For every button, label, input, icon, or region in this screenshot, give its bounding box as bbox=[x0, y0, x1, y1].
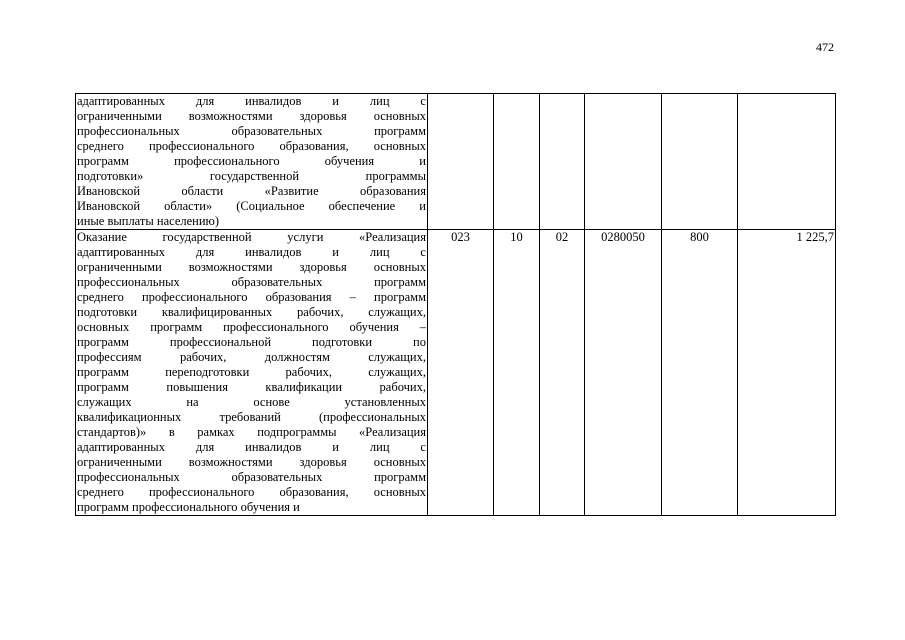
description-line: Ивановской области «Развитие образования bbox=[77, 184, 426, 198]
target-article-cell bbox=[585, 94, 662, 230]
table-row bbox=[76, 230, 836, 516]
description-line: стандартов)» в рамках подпрограммы «Реализация bbox=[77, 425, 426, 439]
section-code-cell: 10 bbox=[494, 230, 540, 516]
description-cell bbox=[76, 94, 428, 230]
description-line: профессиональных образовательных программ bbox=[77, 275, 426, 289]
description-line: адаптированных для инвалидов и лиц с bbox=[77, 245, 426, 259]
description-line: служащих на основе установленных bbox=[77, 395, 426, 409]
amount-cell: 1 225,7 bbox=[738, 230, 836, 516]
description-line: среднего профессионального образования – программ bbox=[77, 290, 426, 304]
description-line: Ивановской области» (Социальное обеспечение и bbox=[77, 199, 426, 213]
description-line: ограниченными возможностями здоровья основных bbox=[77, 455, 426, 469]
amount-cell bbox=[738, 94, 836, 230]
description-line: квалификационных требований (профессиональных bbox=[77, 410, 426, 424]
description-line: среднего профессионального образования, основных bbox=[77, 485, 426, 499]
description-line: профессиональных образовательных программ bbox=[77, 470, 426, 484]
page-number: 472 bbox=[816, 40, 834, 54]
subsection-code-cell: 02 bbox=[540, 230, 585, 516]
description-cell bbox=[76, 230, 428, 516]
description-line: программ профессионального обучения и bbox=[77, 500, 300, 514]
description-line: профессиональных образовательных программ bbox=[77, 124, 426, 138]
description-line: основных программ профессионального обучения – bbox=[77, 320, 426, 334]
description-line: ограниченными возможностями здоровья основных bbox=[77, 260, 426, 274]
target-article-cell: 0280050 bbox=[585, 230, 662, 516]
description-lines bbox=[77, 230, 426, 515]
table-row bbox=[76, 94, 836, 230]
description-line: программ профессионального обучения и bbox=[77, 154, 426, 168]
budget-table bbox=[75, 93, 836, 516]
description-line: подготовки квалифицированных рабочих, служащих, bbox=[77, 305, 426, 319]
expense-type-cell: 800 bbox=[662, 230, 738, 516]
subsection-code-cell bbox=[540, 94, 585, 230]
description-line: подготовки» государственной программы bbox=[77, 169, 426, 183]
description-lines bbox=[77, 94, 426, 229]
section-code-cell bbox=[494, 94, 540, 230]
expense-type-cell bbox=[662, 94, 738, 230]
description-line: адаптированных для инвалидов и лиц с bbox=[77, 94, 426, 108]
description-line: программ повышения квалификации рабочих, bbox=[77, 380, 426, 394]
ministry-code-cell bbox=[428, 94, 494, 230]
description-line: среднего профессионального образования, основных bbox=[77, 139, 426, 153]
description-line: адаптированных для инвалидов и лиц с bbox=[77, 440, 426, 454]
description-line: иные выплаты населению) bbox=[77, 214, 220, 228]
description-line: Оказание государственной услуги «Реализация bbox=[77, 230, 426, 244]
description-line: программ переподготовки рабочих, служащих, bbox=[77, 365, 426, 379]
description-line: ограниченными возможностями здоровья основных bbox=[77, 109, 426, 123]
description-line: программ профессиональной подготовки по bbox=[77, 335, 426, 349]
ministry-code-cell: 023 bbox=[428, 230, 494, 516]
description-line: профессиям рабочих, должностям служащих, bbox=[77, 350, 426, 364]
